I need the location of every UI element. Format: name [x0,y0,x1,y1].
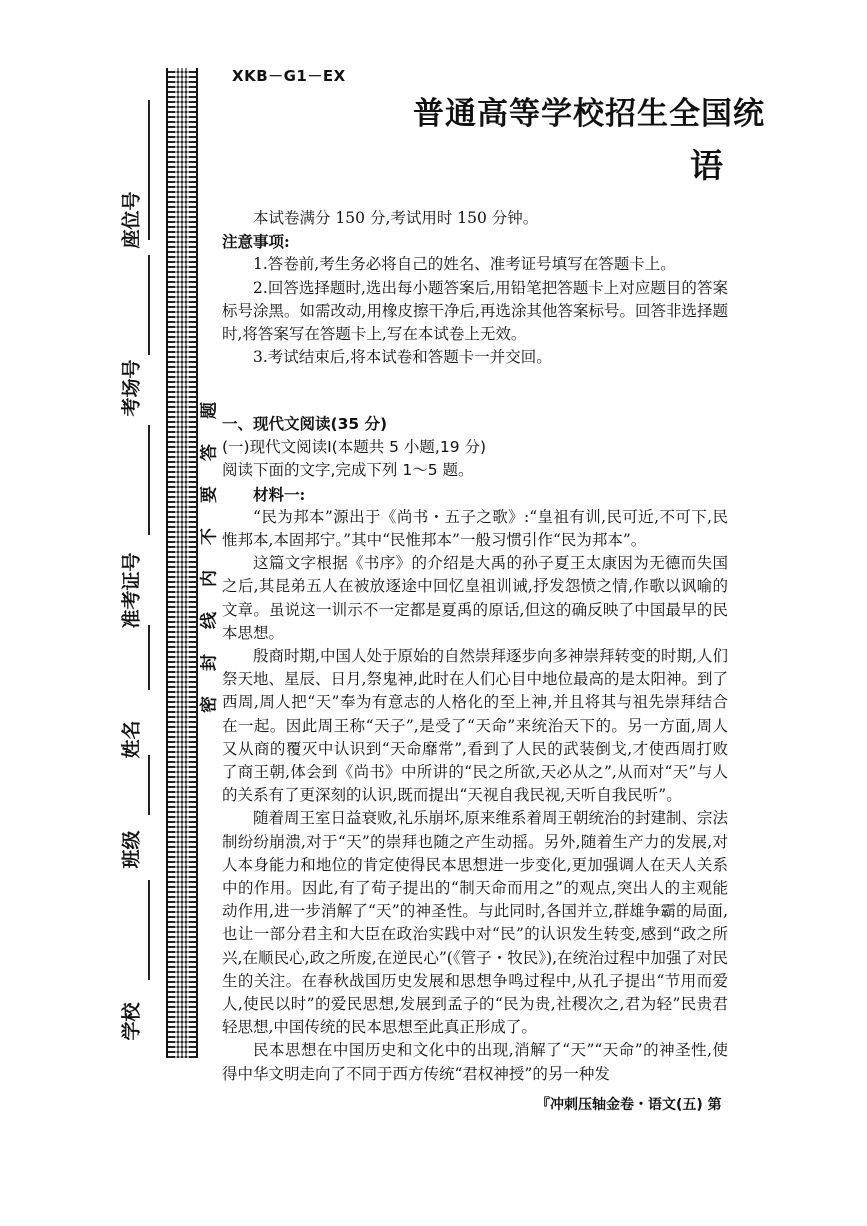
notice-heading: 注意事项: [222,232,290,252]
section-heading: 一、现代文阅读(35 分) [222,415,388,433]
section-subheading: (一)现代文阅读Ⅰ(本题共 5 小题,19 分) [222,438,487,457]
name-line [148,625,150,690]
seal-char: 答 [199,444,220,461]
seat-number-line [148,100,150,240]
school-line [148,880,150,980]
notice-item: 1.答卷前,考生务必将自己的姓名、准考证号填写在答题卡上。 [253,255,676,274]
section-instruction: 阅读下面的文字,完成下列 1～5 题。 [222,461,474,480]
notice-item: 3.考试结束后,将本试卷和答题卡一并交回。 [253,348,552,367]
admission-number-label: 准考证号 [120,552,143,629]
seal-char: 封 [199,654,220,671]
passage-paragraph: 随着周王室日益衰败,礼乐崩坏,原来维系着周王朝统治的封建制、宗法制纷纷崩溃,对于“天”的崇拜也随之产生动摇。另外,随着生产力的发展,对人本身能力和地位的肯定使得民本思想进一步变化,更加强调人在天人关系中的作用。因此,有了荀子提出的“制天命而用之”的观点,突出人的主观能动作用,进一步消解了“天”的神圣性。与此同时,各国并立,群雄争霸的局面,也让一部分君主和大臣在政治实践中对“民”的认识发生转变,感到“政之所兴,在顺民心,政之所废,在逆民心”(《管子・牧民》),在统治过程中加强了对民生的关注。在春秋战国历史发展和思想争鸣过程中,从孔子提出“节用而爱人,使民以时”的爱民思想,发展到孟子的“民为贵,社稷次之,君为轻”民贵君轻思想,中国传统的民本思想至此真正形成了。 [222,809,728,1037]
page-footer: 『冲刺压轴金卷・语文(五) 第 [536,1097,722,1113]
seal-char: 题 [199,402,220,419]
name-label: 姓名 [120,720,143,759]
class-label: 班级 [120,830,143,869]
seal-char: 要 [199,486,220,503]
seal-char: 内 [199,570,220,587]
class-line [148,755,150,815]
seat-number-label: 座位号 [120,191,143,249]
admission-number-line [148,425,150,535]
passage-paragraph: “民为邦本”源出于《尚书・五子之歌》:“皇祖有训,民可近,不可下,民惟邦本,本固邦宁。”其中“民惟邦本”一般习惯引作“民为邦本”。 [222,507,728,550]
exam-room-label: 考场号 [120,359,143,417]
exam-room-line [148,255,150,355]
seal-char: 不 [199,528,220,545]
seal-char: 密 [199,696,220,713]
seal-char: 线 [199,612,220,629]
passage-paragraph: 民本思想在中国历史和文化中的出现,消解了“天”“天命”的神圣性,使得中华文明走向了不同于西方传统“君权神授”的另一种发 [222,1041,728,1083]
decorative-border [166,68,198,1058]
paper-code: XKB－G1－EX [232,67,346,85]
notice-item: 2.回答选择题时,选出每小题答案后,用铅笔把答题卡上对应题目的答案标号涂黑。如需改动,用橡皮擦干净后,再选涂其他答案标号。回答非选择题时,将答案写在答题卡上,写在本试卷上无效。 [222,278,728,344]
passage-paragraph: 这篇文字根据《书序》的介绍是大禹的孙子夏王太康因为无德而失国之后,其昆弟五人在被放逐途中回忆皇祖训诫,抒发怨愤之情,作歌以讽喻的文章。虽说这一训示不一定都是夏禹的原话,但这的确反映了中国最早的民本思想。 [222,554,728,642]
page-title: 普通高等学校招生全国统 [413,96,765,132]
seal-line-notice [196,395,223,725]
score-line: 本试卷满分 150 分,考试用时 150 分钟。 [253,209,539,227]
subject-title: 语 [690,146,723,185]
reading-section [222,413,728,1086]
school-label: 学校 [120,1002,143,1041]
exam-instructions [222,207,728,369]
material-label: 材料一: [253,484,306,504]
passage-paragraph: 殷商时期,中国人处于原始的自然崇拜逐步向多神崇拜转变的时期,人们祭天地、星辰、日月,祭鬼神,此时在人们心目中地位最高的是太阳神。到了西周,周人把“天”奉为有意志的人格化的至上神,并且将其与祖先崇拜结合在一起。因此周王称“天子”,是受了“天命”来统治天下的。另一方面,周人又从商的覆灭中认识到“天命靡常”,看到了人民的武装倒戈,才使西周打败了商王朝,体会到《尚书》中所讲的“民之所欲,天必从之”,从而对“天”与人的关系有了更深刻的认识,既而提出“天视自我民视,天听自我民听”。 [222,647,728,805]
